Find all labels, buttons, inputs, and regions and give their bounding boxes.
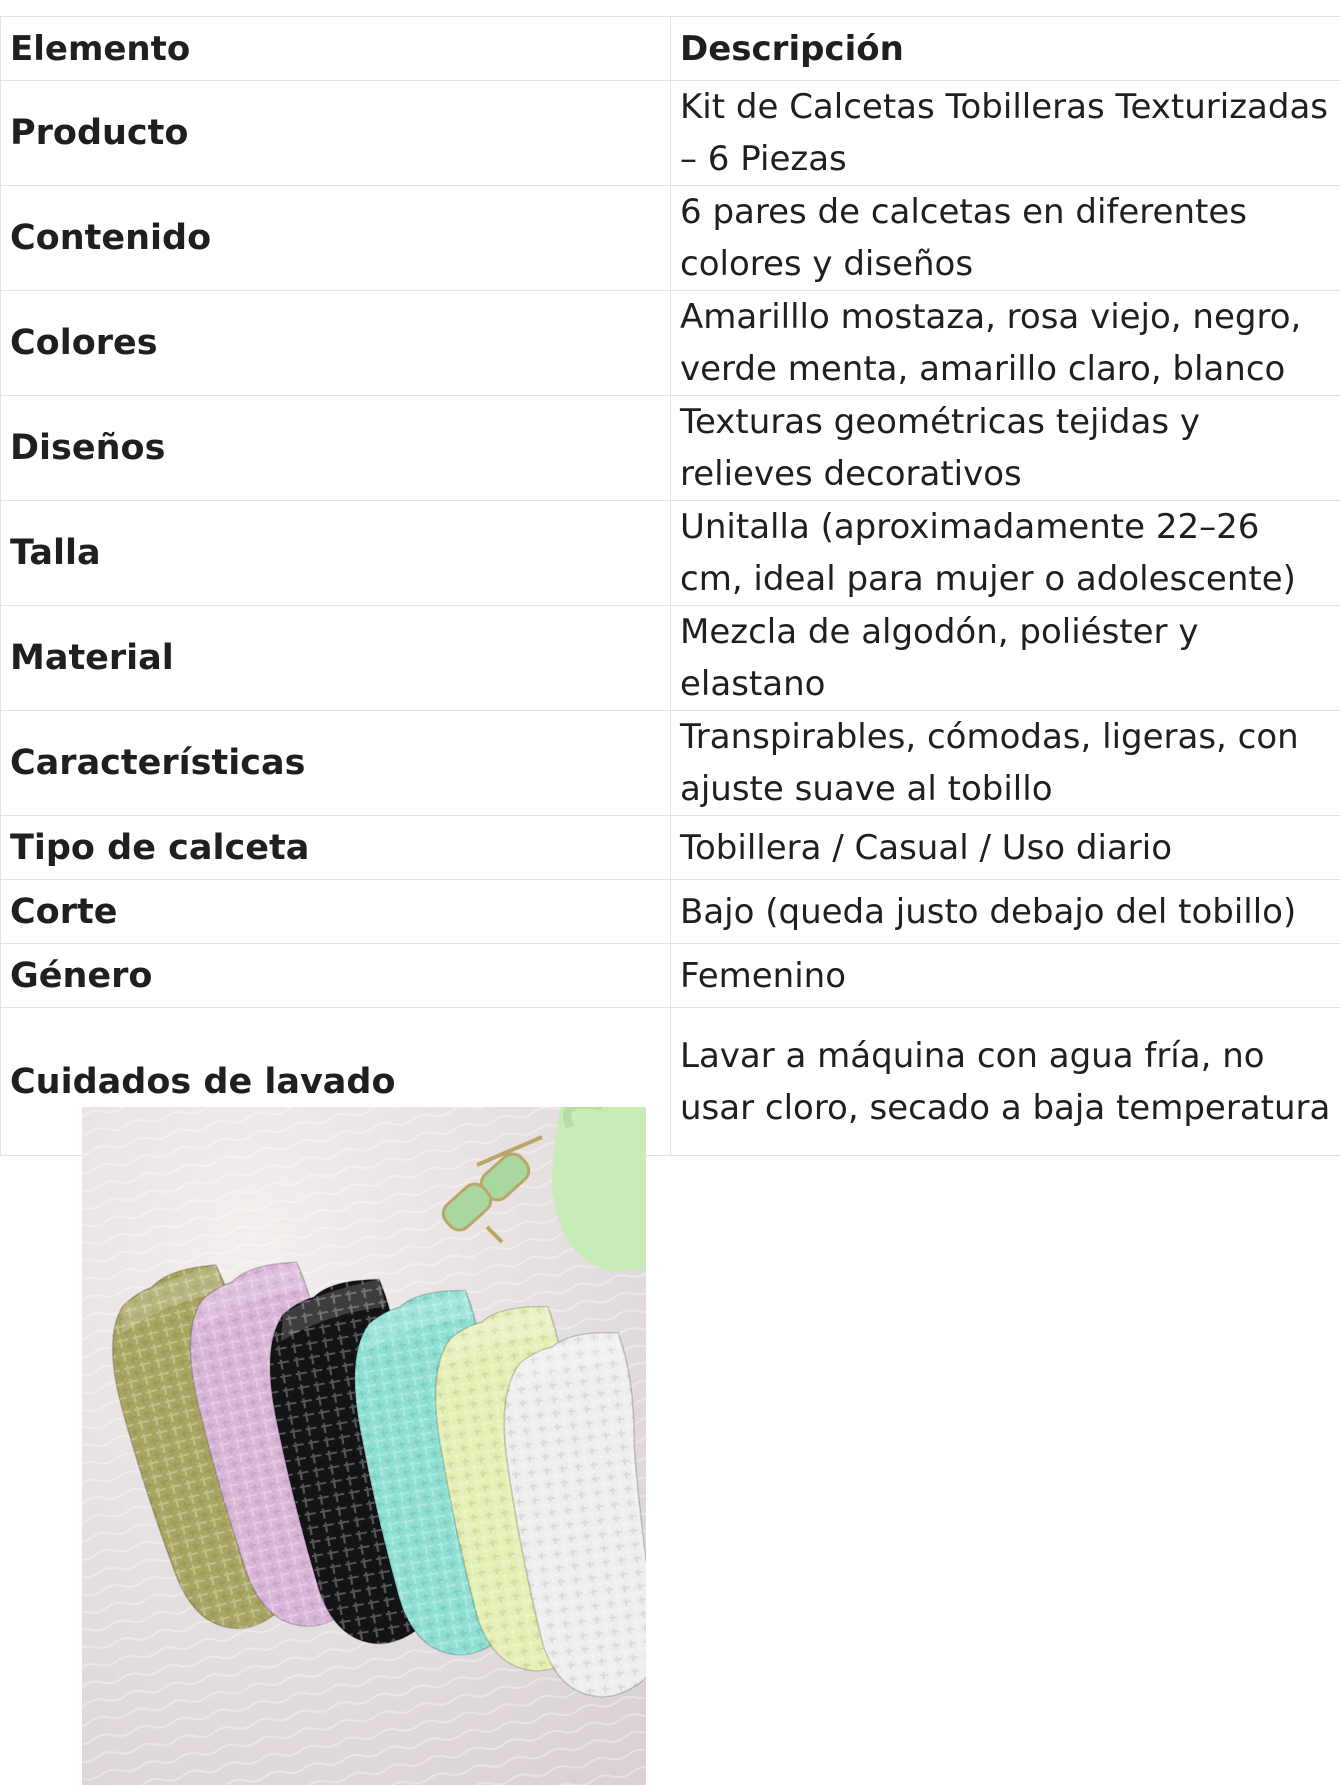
- table-row: [1, 501, 1340, 606]
- table-row: [1, 880, 1340, 944]
- row-value: Texturas geométricas tejidas y relieves decorativos: [671, 396, 1340, 501]
- row-label: Contenido: [1, 186, 671, 291]
- row-label: Diseños: [1, 396, 671, 501]
- table-header-row: [1, 17, 1340, 81]
- row-label: Cuidados de lavado: [1, 1008, 671, 1156]
- product-photo-illustration: [82, 1107, 646, 1785]
- row-value: Lavar a máquina con agua fría, no usar cloro, secado a baja temperatura: [671, 1008, 1340, 1156]
- row-label: Género: [1, 944, 671, 1008]
- table-row: [1, 944, 1340, 1008]
- row-label: Talla: [1, 501, 671, 606]
- header-descripcion: Descripción: [671, 17, 1340, 81]
- row-value: Amarilllo mostaza, rosa viejo, negro, verde menta, amarillo claro, blanco: [671, 291, 1340, 396]
- table-row: [1, 186, 1340, 291]
- row-value: Unitalla (aproximadamente 22–26 cm, ideal para mujer o adolescente): [671, 501, 1340, 606]
- spec-table: [0, 16, 1340, 1156]
- table-row: [1, 291, 1340, 396]
- row-value: Mezcla de algodón, poliéster y elastano: [671, 606, 1340, 711]
- table-row: [1, 711, 1340, 816]
- row-value: Bajo (queda justo debajo del tobillo): [671, 880, 1340, 944]
- row-label: Colores: [1, 291, 671, 396]
- table-row: [1, 81, 1340, 186]
- table-row: [1, 396, 1340, 501]
- row-value: Tobillera / Casual / Uso diario: [671, 816, 1340, 880]
- row-label: Tipo de calceta: [1, 816, 671, 880]
- row-label: Producto: [1, 81, 671, 186]
- row-value: Femenino: [671, 944, 1340, 1008]
- row-value: Kit de Calcetas Tobilleras Texturizadas – 6 Piezas: [671, 81, 1340, 186]
- header-elemento: Elemento: [1, 17, 671, 81]
- row-label: Características: [1, 711, 671, 816]
- table-row: [1, 606, 1340, 711]
- row-label: Material: [1, 606, 671, 711]
- row-value: 6 pares de calcetas en diferentes colores y diseños: [671, 186, 1340, 291]
- table-row: [1, 816, 1340, 880]
- row-label: Corte: [1, 880, 671, 944]
- product-photo: [82, 1107, 646, 1785]
- row-value: Transpirables, cómodas, ligeras, con ajuste suave al tobillo: [671, 711, 1340, 816]
